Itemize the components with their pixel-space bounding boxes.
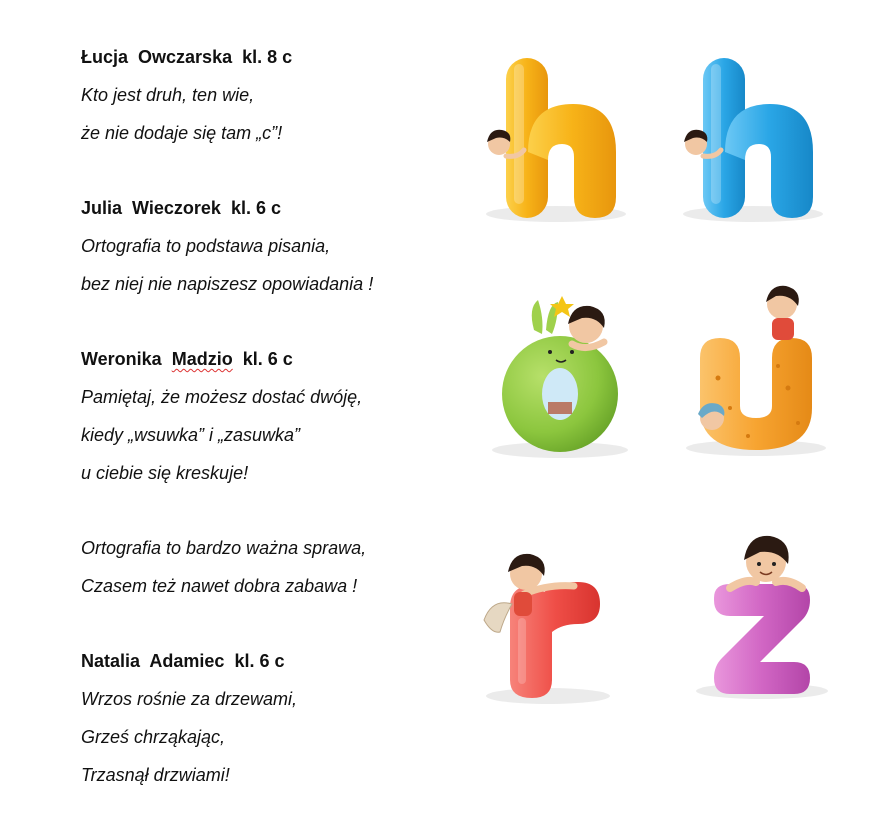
verse-line: Ortografia to podstawa pisania, bbox=[81, 236, 331, 256]
author-class: kl. 6 c bbox=[234, 651, 285, 671]
author-last-name: Madzio bbox=[171, 349, 233, 369]
verse-line: Ortografia to bardzo ważna sprawa, bbox=[81, 538, 367, 558]
verse-line: Wrzos rośnie za drzewami, bbox=[81, 689, 298, 709]
author-last-name: Adamiec bbox=[149, 651, 225, 671]
author-line bbox=[81, 197, 281, 219]
author-first-name: Weronika bbox=[81, 349, 162, 369]
verse-line: bez niej nie napiszesz opowiadania ! bbox=[81, 274, 374, 294]
letter-z-pink-illustration bbox=[690, 528, 830, 703]
letter-h-yellow-illustration bbox=[478, 52, 628, 227]
verse-line: Trzasnął drzwiami! bbox=[81, 765, 230, 785]
verse-line: Czasem też nawet dobra zabawa ! bbox=[81, 576, 358, 596]
author-first-name: Natalia bbox=[81, 651, 141, 671]
letter-u-orange-illustration bbox=[678, 278, 828, 458]
verse-line: Kto jest druh, ten wie, bbox=[81, 85, 255, 105]
author-class: kl. 6 c bbox=[242, 349, 293, 369]
letter-r-red-illustration bbox=[478, 548, 628, 708]
verse-line: Pamiętaj, że możesz dostać dwóję, bbox=[81, 387, 363, 407]
verse-line: u ciebie się kreskuje! bbox=[81, 463, 249, 483]
verse-line: kiedy „wsuwka” i „zasuwka” bbox=[81, 425, 301, 445]
letter-h-blue-illustration bbox=[675, 52, 825, 227]
verse-line: Grześ chrząkając, bbox=[81, 727, 226, 747]
verse-line: że nie dodaje się tam „c”! bbox=[81, 123, 283, 143]
author-first-name: Łucja bbox=[81, 47, 129, 67]
author-line bbox=[81, 348, 293, 370]
author-last-name: Wieczorek bbox=[132, 198, 221, 218]
author-line bbox=[81, 650, 284, 672]
author-class: kl. 8 c bbox=[242, 47, 293, 67]
author-last-name: Owczarska bbox=[138, 47, 233, 67]
author-class: kl. 6 c bbox=[230, 198, 281, 218]
author-line bbox=[81, 46, 292, 68]
author-first-name: Julia bbox=[81, 198, 123, 218]
letter-o-acute-green-illustration bbox=[482, 290, 632, 460]
